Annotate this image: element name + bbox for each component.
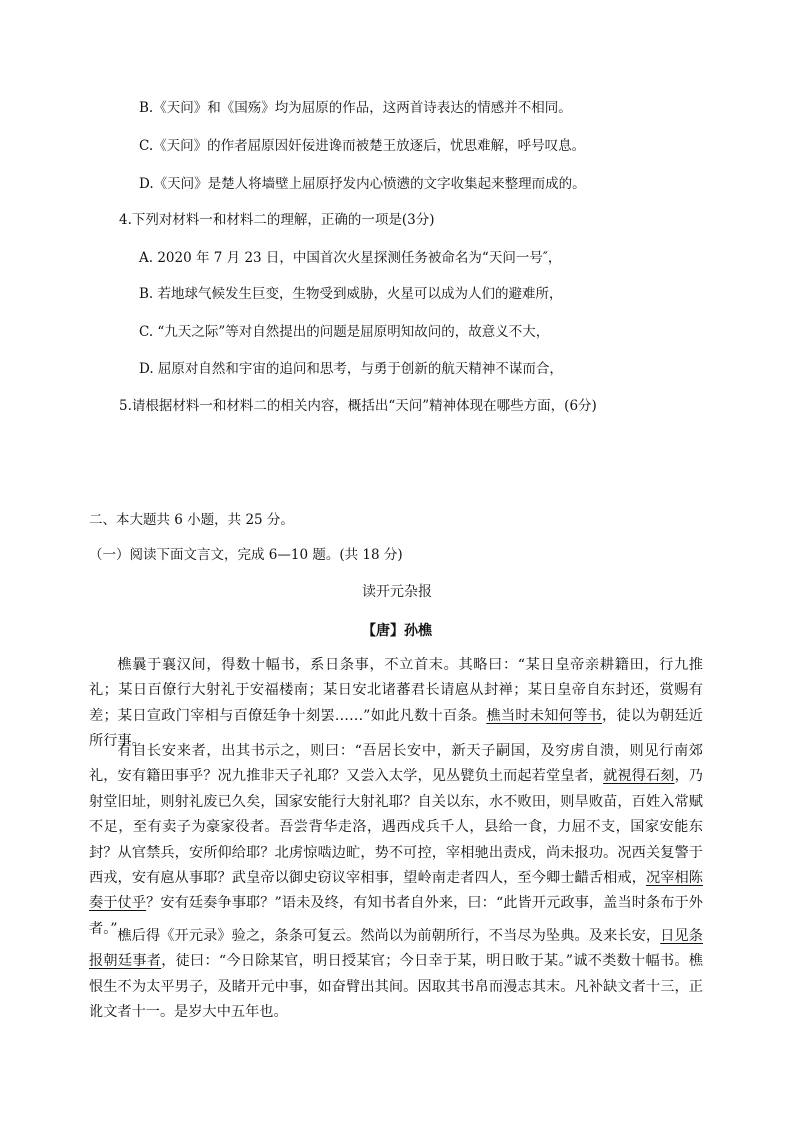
q4-stem: 4.下列对材料一和材料二的理解，正确的一项是(3分): [119, 212, 435, 228]
q4-option-c: C. “九天之际”等对自然提出的问题是屈原明知故问的，故意义不大，: [139, 324, 550, 340]
q3-option-d: D.《天问》是楚人将墙壁上屈原抒发内心愤懑的文字收集起来整理而成的。: [139, 176, 586, 192]
underlined-sentence-4: 日见条报朝廷事者: [89, 928, 703, 970]
p1-text-a: 樵曩于襄汉间，得数十幅书，系日条事，不立首末。其略曰：“某日皇帝亲耕籍田，行九推礼；某日百僚行大射礼于安福楼南；某日安北诸蕃君长请扈从封禅；某日皇帝自东封还，赏赐有差；某日宣政门宰相与百僚廷争十刻罢……”如此凡数十百条。: [89, 657, 703, 724]
underlined-sentence-3: 况宰相陈奏于仗乎: [89, 870, 703, 912]
q3-option-b: B.《天问》和《国殇》均为屈原的作品，这两首诗表达的情感并不相同。: [139, 100, 572, 116]
passage-paragraph-2: [89, 739, 703, 942]
text-author: 【唐】孙樵: [362, 623, 432, 639]
p1-text-b: ，徒以为朝廷近所行事。: [89, 707, 703, 750]
underlined-sentence-2: 就視得石刻: [603, 768, 675, 785]
p2-text-b: ，乃射堂旧址，则射礼废已久矣，国家安能行大射礼耶？自关以东，水不败田，则旱败苗，百姓入常赋不足，至有卖子为豪家役者。吾尝背华走洛，遇西戍兵千人，县给一食，力屈不支，国家安能东封？从官禁兵，安所仰给耶？北虏惊啮边甿，势不可控，宰相驰出责戍，尚未报功。况西关复警于西戎，安有扈从事耶？武皇帝以御史窃议宰相事，望岭南走者四人，至今卿士齰舌相戒，: [89, 768, 703, 887]
passage-paragraph-3: [89, 924, 703, 1026]
section-heading: 二、本大题共 6 小题，共 25 分。: [89, 512, 294, 528]
text-title: 读开元杂报: [362, 584, 432, 600]
q4-option-a: A. 2020 年 7 月 23 日，中国首次火星探测任务被命名为“天问一号″，: [139, 250, 562, 266]
q5-stem: 5.请根据材料一和材料二的相关内容，概括出“天问”精神体现在哪些方面，(6分): [119, 398, 597, 414]
p3-text-b: ，徒曰：“今日除某官，明日授某官；今日幸于某，明日畋于某。”诚不类数十幅书。樵恨生不为太平男子，及睹开元中事，如奋臂出其间。因取其书帛而漫志其末。凡补缺文者十三，正讹文者十一。是岁大中五年也。: [89, 953, 703, 1021]
underlined-sentence-1: 樵当时未知何等书: [486, 707, 603, 724]
p2-text-a: 有自长安来者，出其书示之，则曰：“吾居长安中，新天子嗣国，及穷虏自溃，则见行南郊礼，安有籍田事乎？况九推非天子礼耶？又尝入太学，见丛甓负土而起若堂皇者，: [89, 743, 703, 785]
p2-text-c: ？安有廷奏争事耶？”语未及终，有知书者自外来，曰：“此皆开元政事，盖当时条布于外者。”: [89, 895, 703, 937]
q3-option-c: C.《天问》的作者屈原因奸佞进谗而被楚王放逐后，忧思难解，呼号叹息。: [139, 138, 586, 154]
q4-option-d: D. 屈原对自然和宇宙的追问和思考，与勇于创新的航天精神不谋而合，: [139, 361, 563, 377]
sub-heading: （一）阅读下面文言文，完成 6—10 题。(共 18 分): [89, 547, 403, 563]
q4-option-b: B. 若地球气候发生巨变，生物受到威胁，火星可以成为人们的避难所，: [139, 286, 563, 302]
p3-text-a: 樵后得《开元录》验之，条条可复云。然尚以为前朝所行，不当尽为坠典。及来长安，: [117, 928, 661, 944]
